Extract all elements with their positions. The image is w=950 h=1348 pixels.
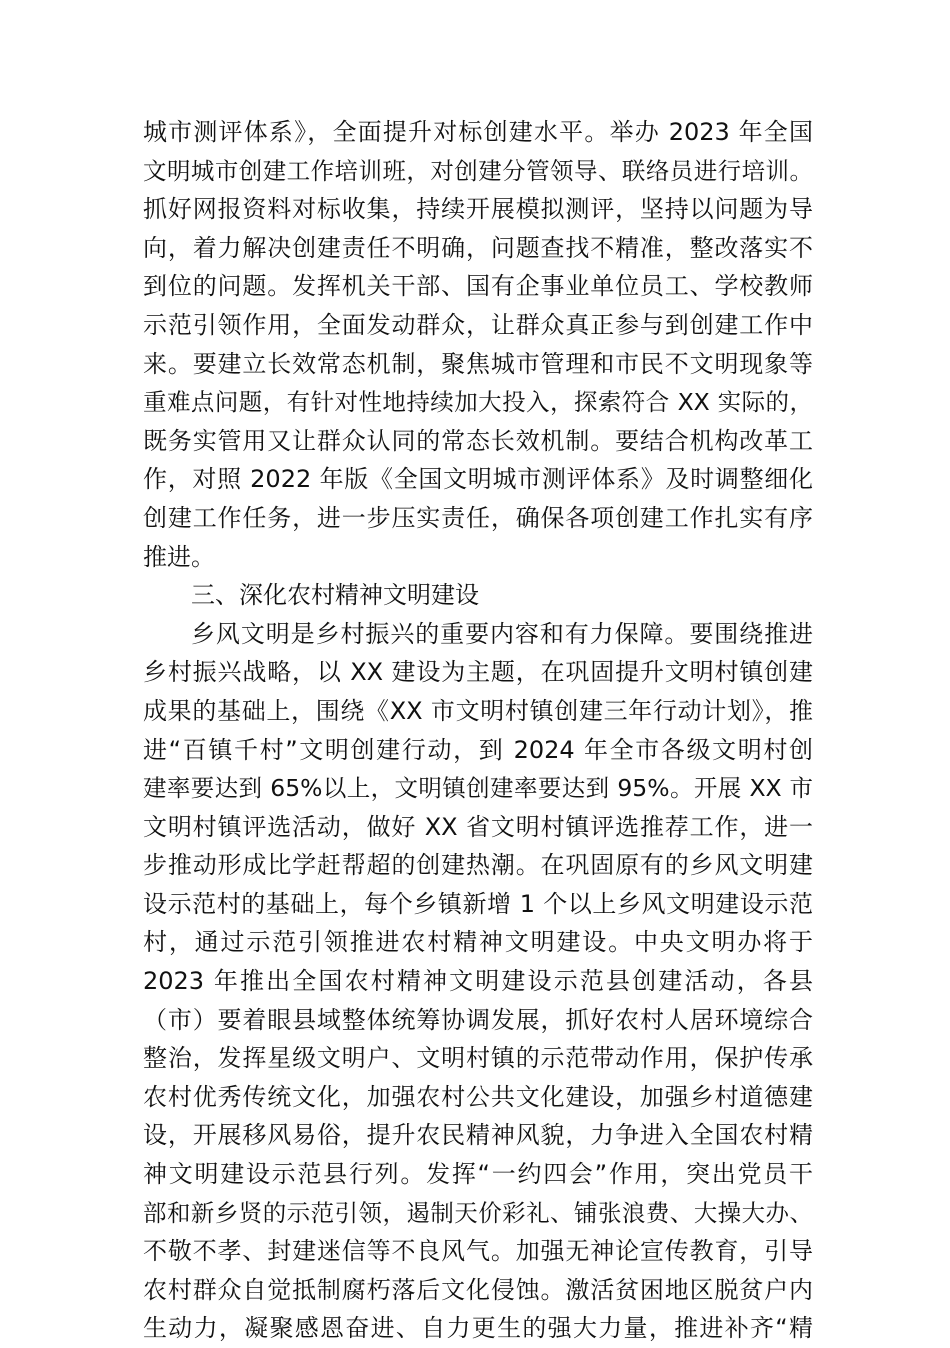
body-line: 既务实管用又让群众认同的常态长效机制。要结合机构改革工 [143, 426, 813, 455]
body-line: 来。要建立长效常态机制，聚焦城市管理和市民不文明现象等 [143, 349, 813, 378]
body-line: 农村优秀传统文化，加强农村公共文化建设，加强乡村道德建 [143, 1082, 813, 1111]
body-line: 2023 年推出全国农村精神文明建设示范县创建活动，各县 [143, 967, 813, 996]
body-line: 创建工作任务，进一步压实责任，确保各项创建工作扎实有序 [143, 503, 813, 532]
body-line: 村，通过示范引领推进农村精神文明建设。中央文明办将于 [143, 928, 813, 957]
body-line: 重难点问题，有针对性地持续加大投入，探索符合 XX 实际的， [143, 388, 813, 417]
body-line: 设，开展移风易俗，提升农民精神风貌，力争进入全国农村精 [143, 1121, 813, 1150]
section-heading: 三、深化农村精神文明建设 [191, 581, 479, 610]
body-line: 建率要达到 65%以上，文明镇创建率要达到 95%。开展 XX 市 [143, 774, 813, 803]
body-line: 生动力，凝聚感恩奋进、自力更生的强大力量，推进补齐“精 [143, 1314, 813, 1343]
body-line: 整治，发挥星级文明户、文明村镇的示范带动作用，保护传承 [143, 1044, 813, 1073]
body-line: 农村群众自觉抵制腐朽落后文化侵蚀。激活贫困地区脱贫户内 [143, 1275, 813, 1304]
body-line: （市）要着眼县域整体统筹协调发展，抓好农村人居环境综合 [143, 1005, 813, 1034]
body-line: 设示范村的基础上，每个乡镇新增 1 个以上乡风文明建设示范 [143, 889, 813, 918]
body-line: 抓好网报资料对标收集，持续开展模拟测评，坚持以问题为导 [143, 195, 813, 224]
body-line: 示范引领作用，全面发动群众，让群众真正参与到创建工作中 [143, 310, 813, 339]
body-line: 城市测评体系》，全面提升对标创建水平。举办 2023 年全国 [143, 118, 813, 146]
body-line: 不敬不孝、封建迷信等不良风气。加强无神论宣传教育，引导 [143, 1237, 813, 1266]
body-line: 乡村振兴战略，以 XX 建设为主题，在巩固提升文明村镇创建 [143, 658, 813, 687]
body-line: 推进。 [143, 542, 215, 571]
body-line: 乡风文明是乡村振兴的重要内容和有力保障。要围绕推进 [191, 619, 813, 648]
body-line: 进“百镇千村”文明创建行动，到 2024 年全市各级文明村创 [143, 735, 813, 764]
body-line: 作，对照 2022 年版《全国文明城市测评体系》及时调整细化 [143, 465, 813, 494]
body-line: 步推动形成比学赶帮超的创建热潮。在巩固原有的乡风文明建 [143, 851, 813, 880]
body-line: 到位的问题。发挥机关干部、国有企事业单位员工、学校教师 [143, 272, 813, 301]
body-line: 文明村镇评选活动，做好 XX 省文明村镇评选推荐工作，进一 [143, 812, 813, 841]
document-body [143, 113, 813, 1348]
body-line: 部和新乡贤的示范引领，遏制天价彩礼、铺张浪费、大操大办、 [143, 1198, 813, 1227]
body-line: 向，着力解决创建责任不明确，问题查找不精准，整改落实不 [143, 233, 813, 262]
body-line: 文明城市创建工作培训班，对创建分管领导、联络员进行培训。 [143, 156, 813, 185]
body-line: 神文明建设示范县行列。发挥“一约四会”作用，突出党员干 [143, 1160, 813, 1189]
body-line: 成果的基础上，围绕《XX 市文明村镇创建三年行动计划》，推 [143, 696, 813, 725]
